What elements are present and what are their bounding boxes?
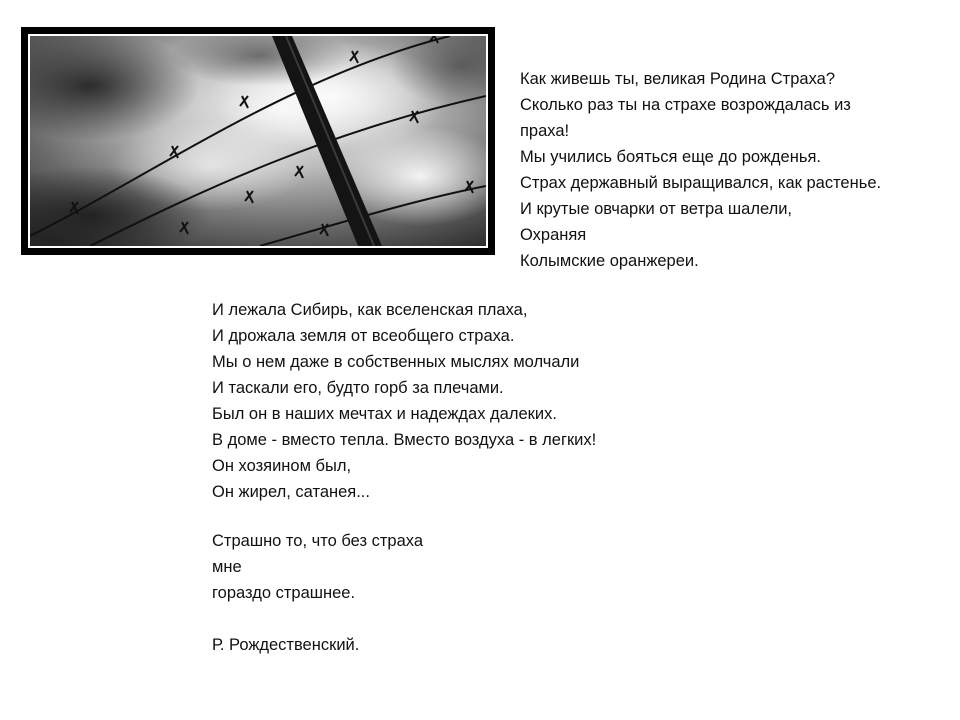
poem-line: Страх державный выращивался, как растенье.: [520, 174, 882, 192]
poem-line: В доме - вместо тепла. Вместо воздуха - в легких!: [212, 431, 597, 449]
poem-line: И дрожала земля от всеобщего страха.: [212, 327, 515, 345]
barbed-wire-icon: [30, 36, 486, 246]
poem-line: И таскали его, будто горб за плечами.: [212, 379, 504, 397]
poem-author: Р. Рождественский.: [212, 636, 360, 654]
poem-line: Был он в наших мечтах и надеждах далеких.: [212, 405, 557, 423]
poem-line: Он хозяином был,: [212, 457, 352, 475]
poem-line: мне: [212, 558, 242, 576]
poem-line: И крутые овчарки от ветра шалели,: [520, 200, 793, 218]
poem-line: Он жирел, сатанея...: [212, 483, 370, 501]
poem-line: гораздо страшнее.: [212, 584, 356, 602]
poem-line: Сколько раз ты на страхе возрождалась из: [520, 96, 851, 114]
poem-stanza-2: [212, 297, 596, 505]
poem-line: Мы учились бояться еще до рожденья.: [520, 148, 821, 166]
poem-line: Страшно то, что без страха: [212, 532, 424, 550]
poem-line: Колымские оранжереи.: [520, 252, 699, 270]
poem-line: праха!: [520, 122, 570, 140]
poem-line: Охраняя: [520, 226, 587, 244]
poem-line: Как живешь ты, великая Родина Страха?: [520, 70, 835, 88]
barbed-wire-photo: [21, 27, 495, 255]
poem-stanza-1: [520, 66, 881, 274]
poem-line: И лежала Сибирь, как вселенская плаха,: [212, 301, 528, 319]
poem-stanza-3: [212, 528, 423, 606]
poem-line: Мы о нем даже в собственных мыслях молчали: [212, 353, 580, 371]
photo-image: [28, 34, 488, 248]
